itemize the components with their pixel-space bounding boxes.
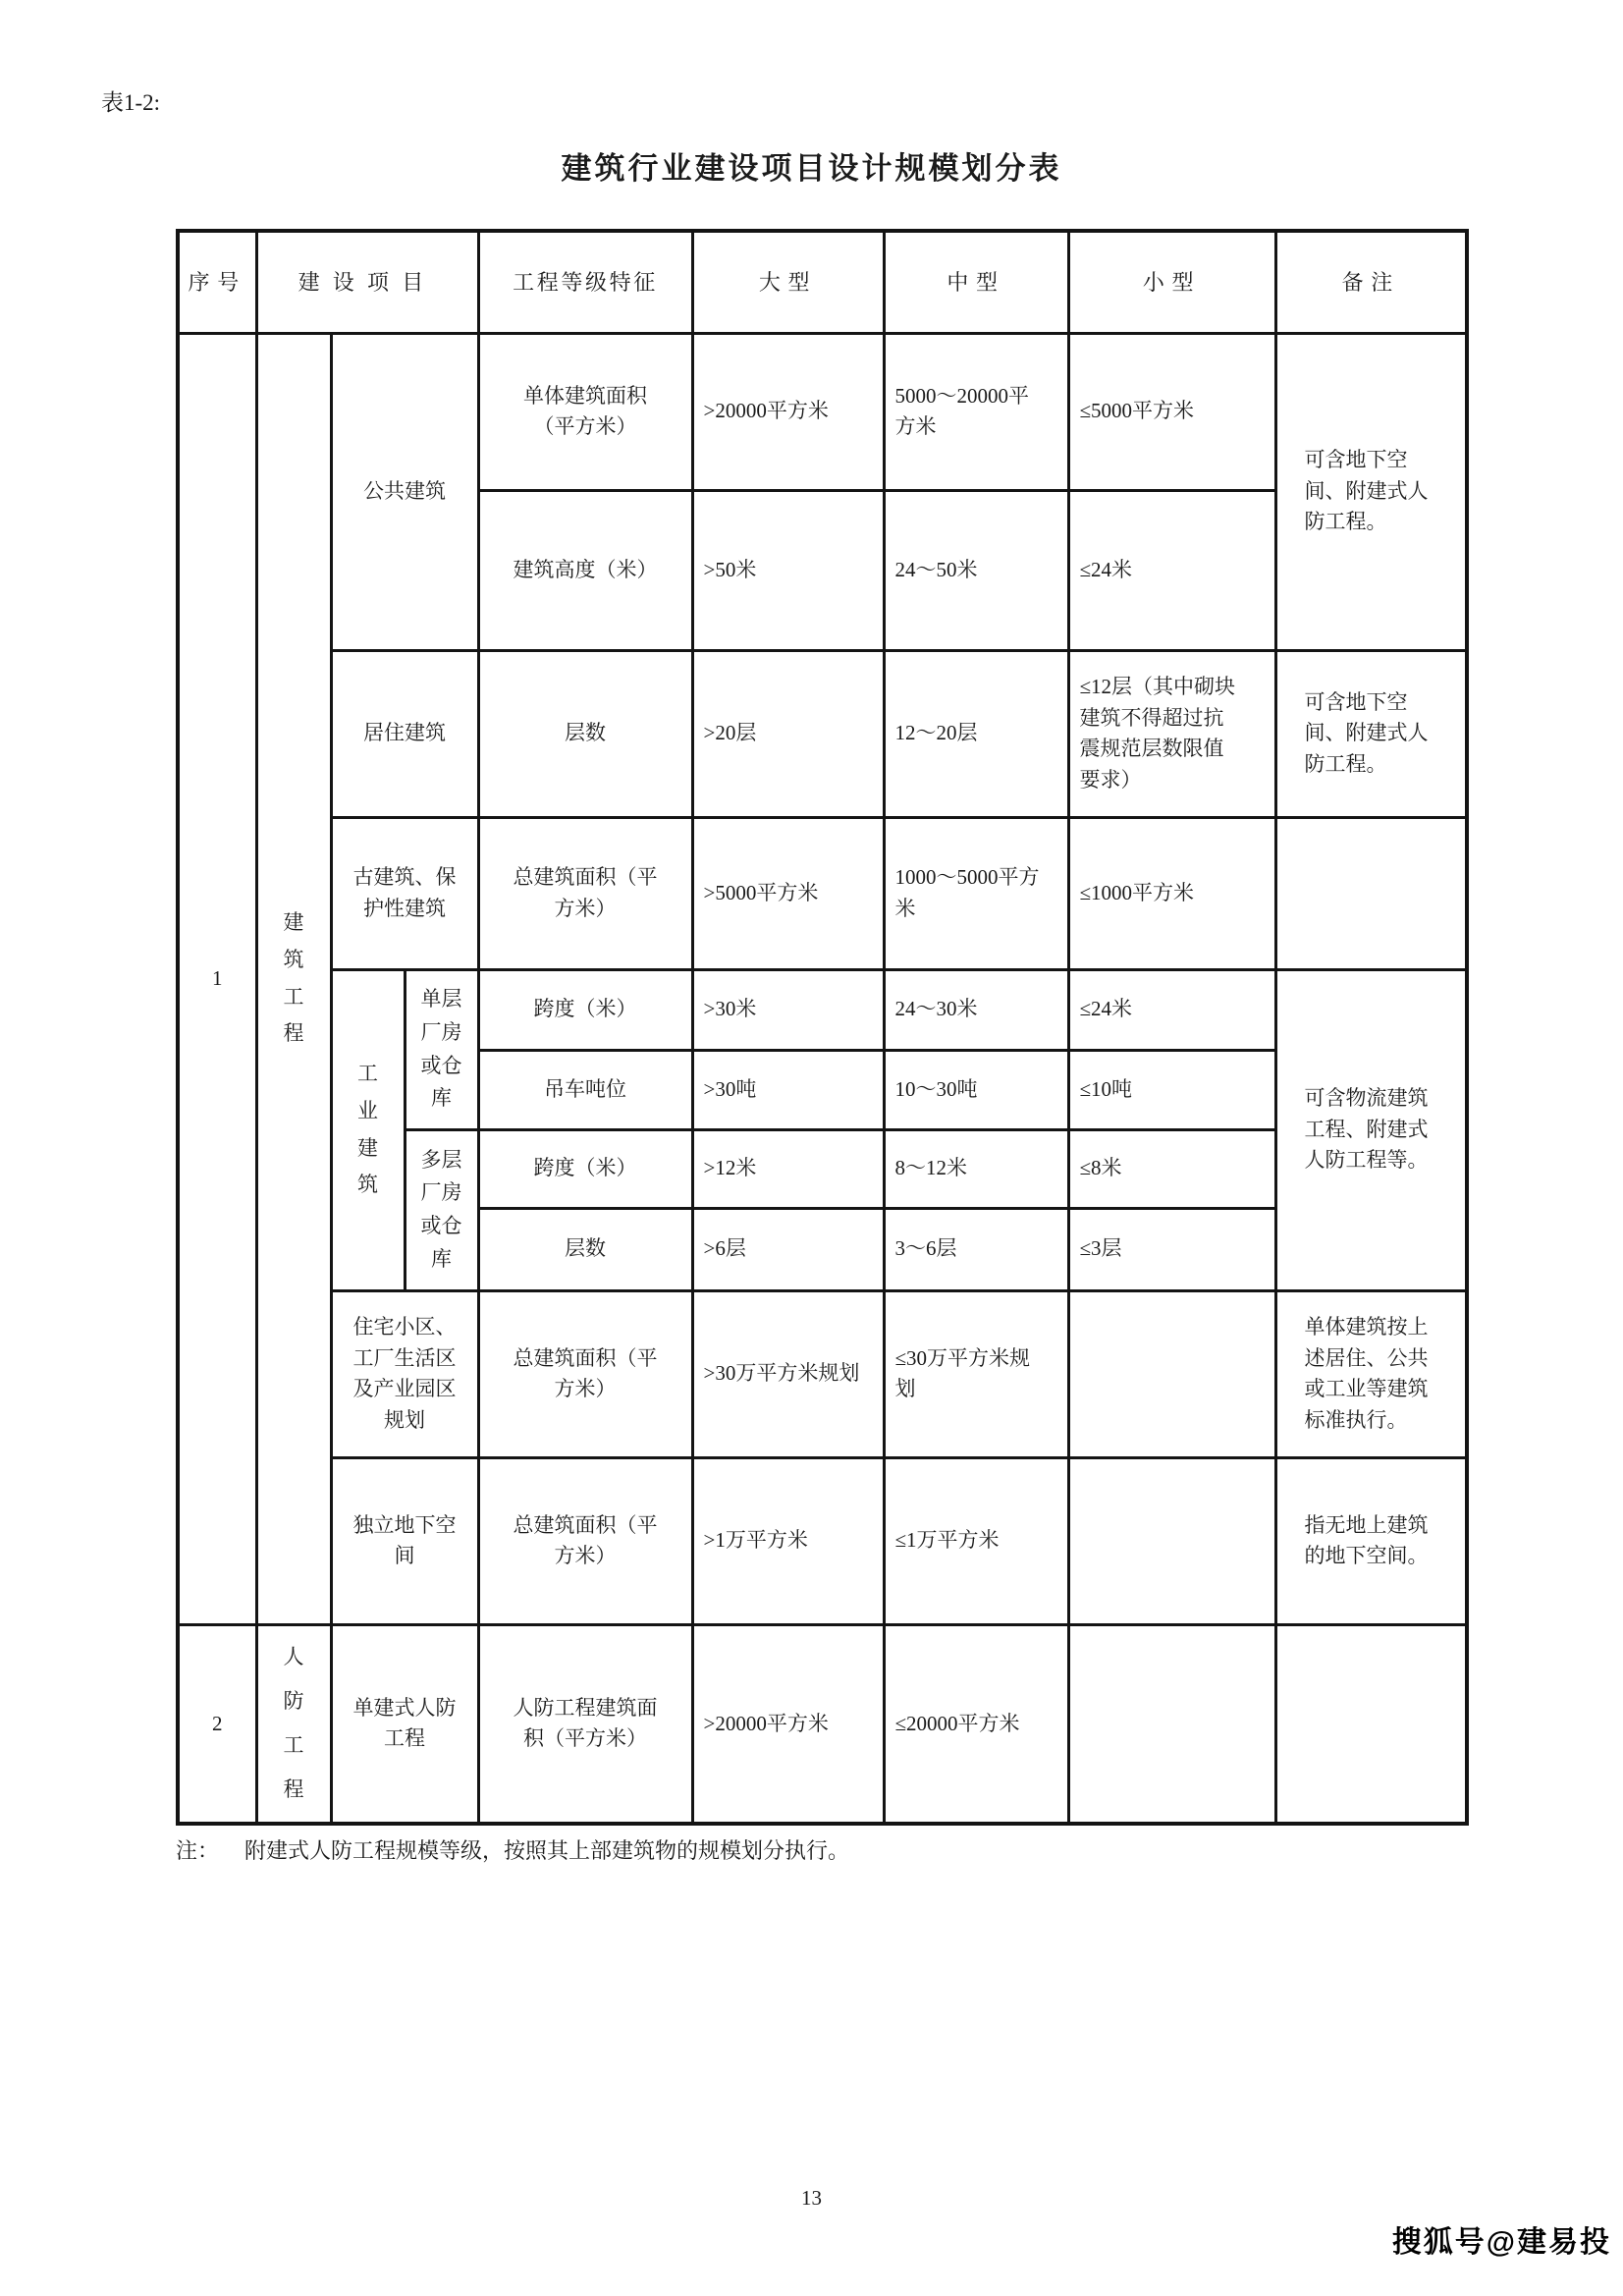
cell-heritage-feature: 总建筑面积（平方米） bbox=[478, 817, 692, 969]
cell-heritage-medium: 1000～5000平方米 bbox=[884, 817, 1068, 969]
cell-community-remark: 单体建筑按上述居住、公共或工业等建筑标准执行。 bbox=[1275, 1290, 1467, 1457]
cell-section2-category bbox=[256, 1624, 331, 1824]
header-remark: 备注 bbox=[1275, 231, 1467, 333]
cell-crane-medium: 10～30吨 bbox=[884, 1050, 1068, 1129]
cell-civil-defense-medium: ≤20000平方米 bbox=[884, 1624, 1068, 1824]
cell-community-small bbox=[1068, 1290, 1275, 1457]
public-name-label: 公共建筑 bbox=[363, 478, 446, 503]
header-large: 大型 bbox=[692, 231, 884, 333]
cell-multi-floors-large: >6层 bbox=[692, 1208, 884, 1290]
cell-section1-category bbox=[256, 333, 331, 1624]
civil-defense-name-label: 单建式人防工程 bbox=[352, 1695, 457, 1751]
single-story-label: 单层厂房或仓库 bbox=[420, 987, 462, 1111]
cell-residential-large: >20层 bbox=[692, 650, 884, 817]
cell-underground-remark: 指无地上建筑的地下空间。 bbox=[1275, 1457, 1467, 1624]
footnote-text: 附建式人防工程规模等级，按照其上部建筑物的规模划分执行。 bbox=[244, 1838, 850, 1863]
cell-underground-feature: 总建筑面积（平方米） bbox=[478, 1457, 692, 1624]
cell-crane-feature: 吊车吨位 bbox=[478, 1050, 692, 1129]
residential-name-label: 居住建筑 bbox=[363, 721, 446, 745]
row-residential bbox=[178, 650, 1467, 817]
cell-public-height-large: >50米 bbox=[692, 490, 884, 650]
cell-community-feature: 总建筑面积（平方米） bbox=[478, 1290, 692, 1457]
page-title: 建筑行业建设项目设计规模划分表 bbox=[561, 151, 1062, 186]
header-no: 序号 bbox=[178, 231, 256, 333]
row-underground bbox=[178, 1457, 1467, 1624]
cell-multi-span-large: >12米 bbox=[692, 1129, 884, 1208]
cell-underground-name bbox=[331, 1457, 478, 1624]
cell-public-area-large: >20000平方米 bbox=[692, 333, 884, 490]
cell-heritage-remark bbox=[1275, 817, 1467, 969]
cell-civil-defense-small bbox=[1068, 1624, 1275, 1824]
cell-single-span-large: >30米 bbox=[692, 969, 884, 1050]
table-number-label: 表1-2: bbox=[101, 90, 161, 115]
cell-multi-floors-medium: 3～6层 bbox=[884, 1208, 1068, 1290]
cell-multi-span-medium: 8～12米 bbox=[884, 1129, 1068, 1208]
cell-underground-small bbox=[1068, 1457, 1275, 1624]
cell-residential-name bbox=[331, 650, 478, 817]
cell-single-span-small: ≤24米 bbox=[1068, 969, 1275, 1050]
watermark-text: 搜狐号@建易投 bbox=[1391, 2226, 1611, 2259]
cell-crane-large: >30吨 bbox=[692, 1050, 884, 1129]
cell-industrial-name bbox=[331, 969, 405, 1290]
footnote bbox=[176, 1834, 849, 1865]
row-heritage bbox=[178, 817, 1467, 969]
row-public-area bbox=[178, 333, 1467, 490]
cell-multi-span-small: ≤8米 bbox=[1068, 1129, 1275, 1208]
community-name-label: 住宅小区、工厂生活区及产业园区规划 bbox=[352, 1315, 457, 1432]
cell-residential-medium: 12～20层 bbox=[884, 650, 1068, 817]
heritage-name-label: 古建筑、保护性建筑 bbox=[352, 865, 457, 920]
underground-name-label: 独立地下空间 bbox=[352, 1512, 457, 1567]
row-industrial-span1 bbox=[178, 969, 1467, 1050]
header-small: 小型 bbox=[1068, 231, 1275, 333]
cell-residential-remark: 可含地下空间、附建式人防工程。 bbox=[1275, 650, 1467, 817]
cell-single-span-medium: 24～30米 bbox=[884, 969, 1068, 1050]
cell-civil-defense-feature: 人防工程建筑面积（平方米） bbox=[478, 1624, 692, 1824]
category-building-eng-label: 建筑工程 bbox=[283, 909, 304, 1046]
cell-public-height-feature: 建筑高度（米） bbox=[478, 490, 692, 650]
cell-multi-span-feature: 跨度（米） bbox=[478, 1129, 692, 1208]
cell-crane-small: ≤10吨 bbox=[1068, 1050, 1275, 1129]
cell-multi-floors-feature: 层数 bbox=[478, 1208, 692, 1290]
cell-heritage-small: ≤1000平方米 bbox=[1068, 817, 1275, 969]
cell-heritage-name bbox=[331, 817, 478, 969]
row-community bbox=[178, 1290, 1467, 1457]
industrial-name-label: 工业建筑 bbox=[356, 1061, 378, 1197]
header-feature: 工程等级特征 bbox=[478, 231, 692, 333]
cell-public-remark: 可含地下空间、附建式人防工程。 bbox=[1275, 333, 1467, 650]
cell-section2-no: 2 bbox=[178, 1624, 256, 1824]
cell-public-name bbox=[331, 333, 478, 650]
cell-civil-defense-name bbox=[331, 1624, 478, 1824]
scale-classification-table bbox=[176, 229, 1469, 1826]
cell-civil-defense-remark bbox=[1275, 1624, 1467, 1824]
cell-industrial-remark: 可含物流建筑工程、附建式人防工程等。 bbox=[1275, 969, 1467, 1290]
cell-section1-no: 1 bbox=[178, 333, 256, 1624]
cell-residential-small: ≤12层（其中砌块建筑不得超过抗震规范层数限值要求） bbox=[1068, 650, 1275, 817]
cell-public-height-medium: 24～50米 bbox=[884, 490, 1068, 650]
footnote-label: 注： bbox=[176, 1838, 220, 1863]
multi-story-label: 多层厂房或仓库 bbox=[420, 1147, 462, 1271]
cell-community-large: >30万平方米规划 bbox=[692, 1290, 884, 1457]
cell-underground-medium: ≤1万平方米 bbox=[884, 1457, 1068, 1624]
cell-underground-large: >1万平方米 bbox=[692, 1457, 884, 1624]
cell-heritage-large: >5000平方米 bbox=[692, 817, 884, 969]
category-civil-defense-label: 人防工程 bbox=[283, 1644, 304, 1802]
cell-community-name bbox=[331, 1290, 478, 1457]
cell-public-area-small: ≤5000平方米 bbox=[1068, 333, 1275, 490]
cell-civil-defense-large: >20000平方米 bbox=[692, 1624, 884, 1824]
cell-public-area-medium: 5000～20000平方米 bbox=[884, 333, 1068, 490]
cell-multi-story-name bbox=[405, 1129, 478, 1290]
header-medium: 中型 bbox=[884, 231, 1068, 333]
cell-public-height-small: ≤24米 bbox=[1068, 490, 1275, 650]
cell-public-area-feature: 单体建筑面积（平方米） bbox=[478, 333, 692, 490]
page-number: 13 bbox=[801, 2186, 822, 2210]
row-civil-defense bbox=[178, 1624, 1467, 1824]
header-project: 建设项目 bbox=[256, 231, 478, 333]
cell-residential-feature: 层数 bbox=[478, 650, 692, 817]
cell-community-medium: ≤30万平方米规划 bbox=[884, 1290, 1068, 1457]
cell-multi-floors-small: ≤3层 bbox=[1068, 1208, 1275, 1290]
cell-single-story-name bbox=[405, 969, 478, 1129]
cell-single-span-feature: 跨度（米） bbox=[478, 969, 692, 1050]
header-row bbox=[178, 231, 1467, 333]
